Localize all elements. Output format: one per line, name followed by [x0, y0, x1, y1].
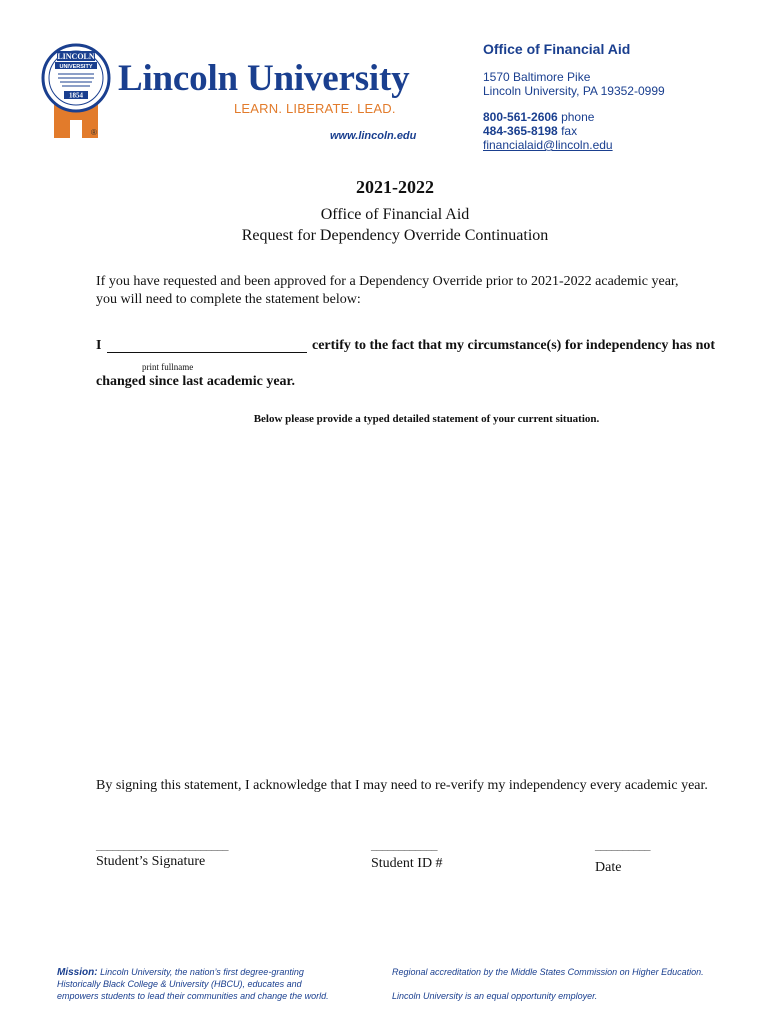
mission-text-1: Lincoln University, the nation’s first degree-granting [97, 967, 304, 977]
fax-line [483, 124, 577, 138]
mission-line-1 [57, 967, 304, 978]
accreditation-text: Regional accreditation by the Middle States Commission on Higher Education. [392, 967, 704, 977]
registered-mark: ® [91, 128, 97, 137]
seal-top-text: LINCOLN [57, 52, 95, 61]
intro-line-1: If you have requested and been approved for a Dependency Override prior to 2021-2022 academic year, [96, 274, 679, 289]
equal-opportunity-text: Lincoln University is an equal opportunity employer. [392, 991, 598, 1001]
acknowledgement-text: By signing this statement, I acknowledge that I may need to re-verify my independency every academic year. [96, 778, 708, 793]
phone-suffix: phone [557, 110, 595, 124]
university-motto: LEARN. LIBERATE. LEAD. [234, 101, 396, 116]
seal-mid-text: UNIVERSITY [59, 64, 93, 70]
mission-label: Mission: [57, 967, 98, 978]
intro-line-2: you will need to complete the statement below: [96, 292, 361, 307]
address-line-1: 1570 Baltimore Pike [483, 70, 591, 84]
email-link[interactable]: financialaid@lincoln.edu [483, 138, 613, 152]
address-line-2: Lincoln University, PA 19352-0999 [483, 84, 665, 98]
certify-statement: certify to the fact that my circumstance(s) for independency has not [312, 338, 716, 353]
university-name: Lincoln University [118, 58, 410, 99]
signature-field[interactable]: ________________________ [96, 838, 228, 852]
student-id-field[interactable]: ____________ [371, 838, 437, 852]
form-title-line-1: Office of Financial Aid [320, 206, 470, 223]
seal-year-text: 1854 [69, 91, 83, 100]
office-title: Office of Financial Aid [483, 41, 631, 57]
fax-number: 484-365-8198 [483, 124, 558, 138]
student-id-label: Student ID # [371, 856, 443, 871]
phone-number: 800-561-2606 [483, 110, 558, 124]
signature-label: Student’s Signature [96, 854, 206, 869]
fullname-label: print fullname [142, 362, 194, 372]
university-seal-logo [40, 42, 112, 138]
date-field[interactable]: __________ [595, 838, 650, 852]
form-year: 2021-2022 [356, 177, 434, 197]
certify-statement-line-2: changed since last academic year. [96, 374, 295, 389]
mission-line-2: Historically Black College & University (HBCU), educates and [57, 979, 302, 989]
fax-suffix: fax [557, 124, 578, 138]
form-title-line-2: Request for Dependency Override Continuation [241, 227, 549, 244]
certify-prefix: I [96, 338, 102, 353]
mission-line-3: empowers students to lead their communities and change the world. [57, 991, 329, 1001]
website-link[interactable]: www.lincoln.edu [330, 130, 417, 142]
statement-instruction: Below please provide a typed detailed statement of your current situation. [253, 413, 600, 425]
date-label: Date [595, 860, 622, 875]
fullname-field[interactable] [107, 352, 307, 353]
phone-line [483, 110, 594, 124]
